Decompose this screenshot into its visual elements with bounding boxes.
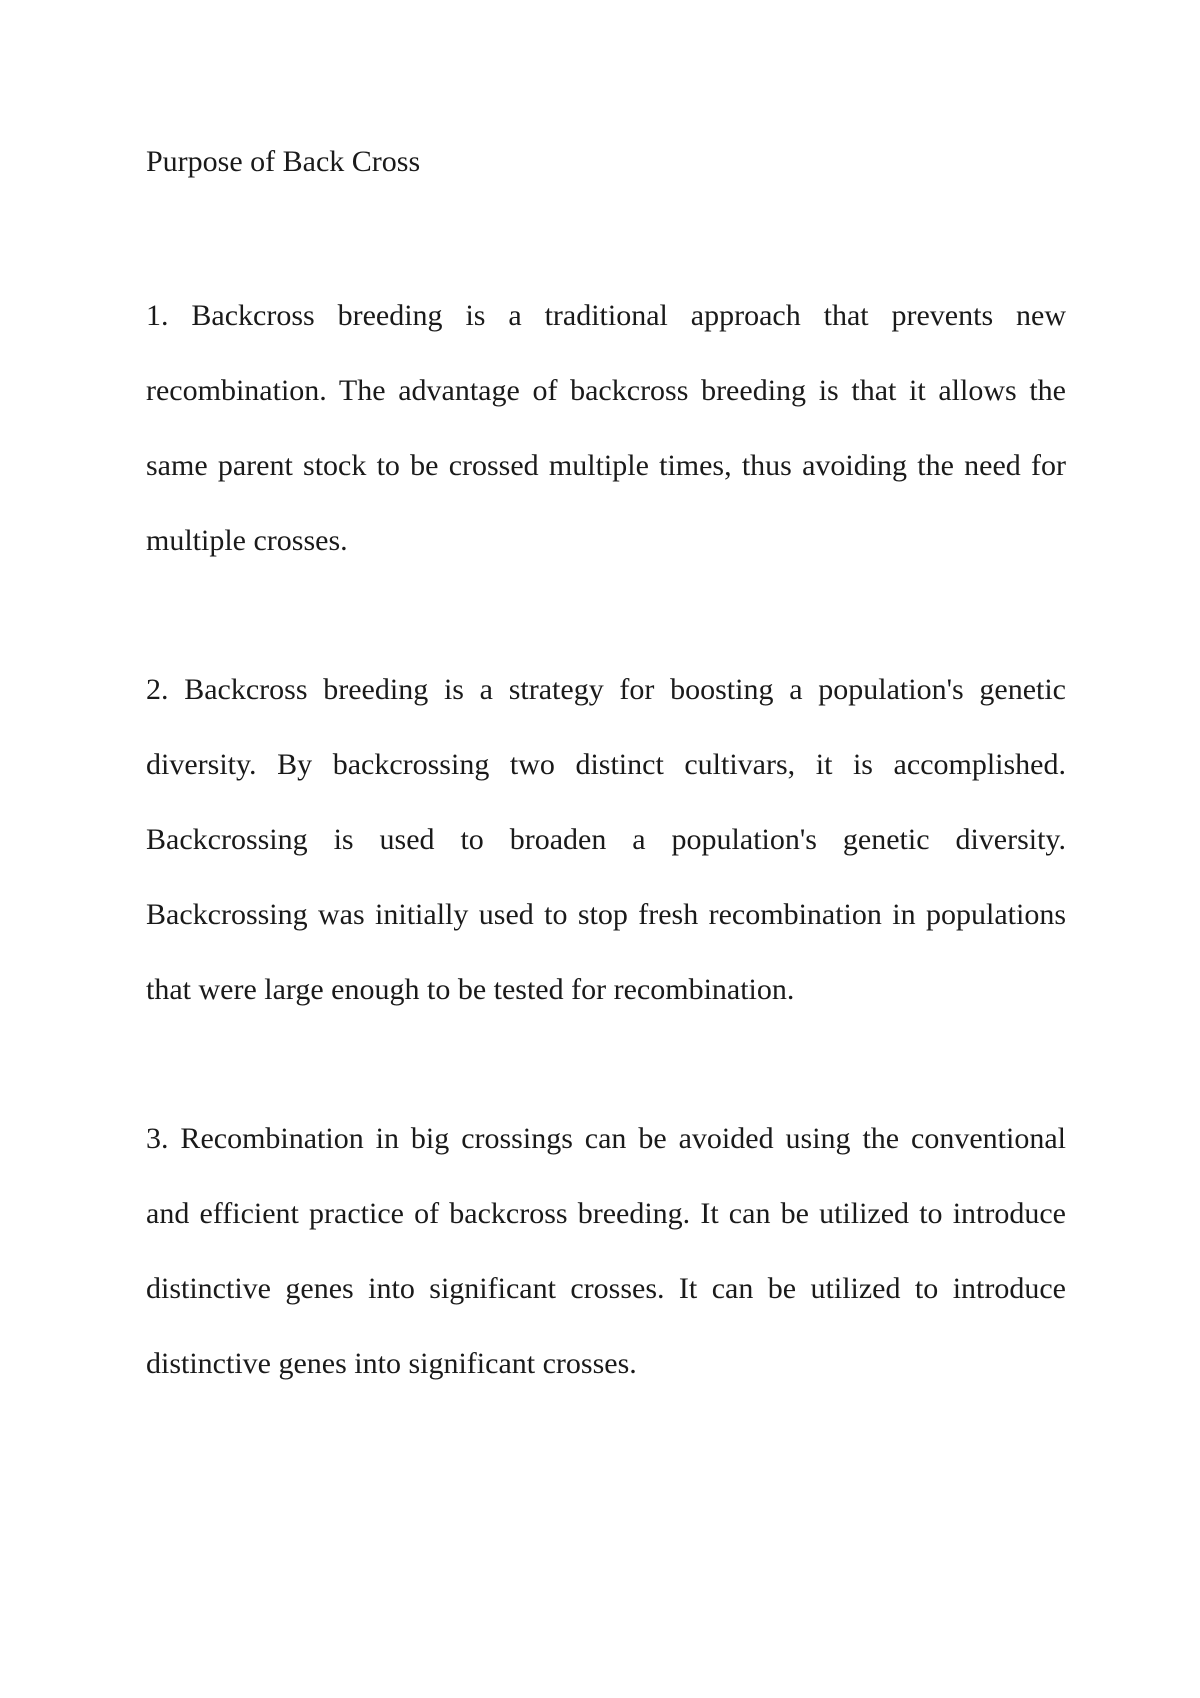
paragraph-1: 1. Backcross breeding is a traditional approach that prevents new recombination. The advantage of backcross breeding is that it allows the same parent stock to be crossed multiple times, thus avoiding the need for multiple crosses. (146, 299, 1066, 557)
document-title: Purpose of Back Cross (146, 145, 421, 178)
paragraph-2: 2. Backcross breeding is a strategy for boosting a population's genetic diversity. By backcrossing two distinct cultivars, it is accomplished. Backcrossing is used to broaden a population's genetic diversity. Backcrossing was initially used to stop fresh recombination in populations that were large enough to be tested for recombination. (146, 673, 1066, 1006)
paragraph-3: 3. Recombination in big crossings can be avoided using the conventional and efficient practice of backcross breeding. It can be utilized to introduce distinctive genes into significant crosses. It can be utilized to introduce distinctive genes into significant crosses. (146, 1122, 1066, 1380)
